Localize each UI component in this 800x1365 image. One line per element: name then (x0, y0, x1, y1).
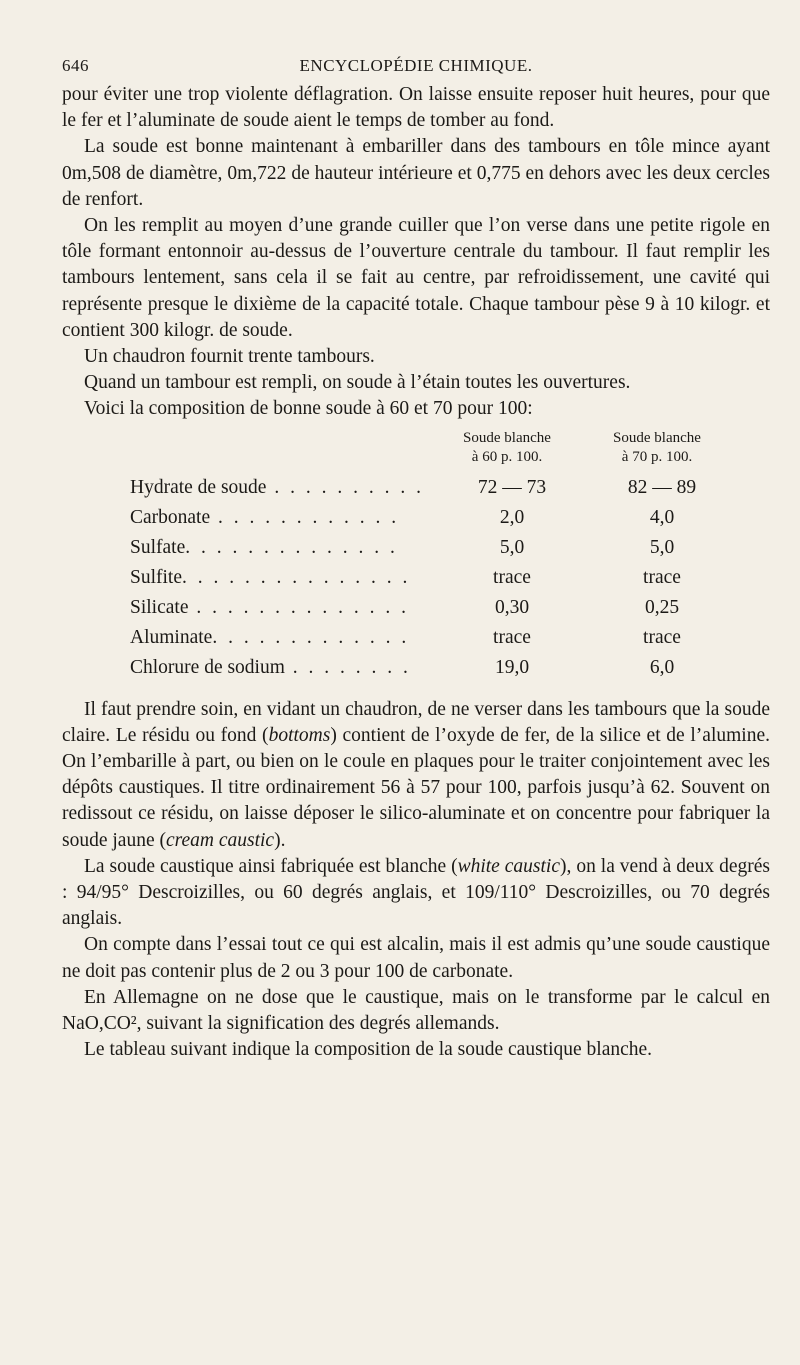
paragraph-soudure: Quand un tambour est rempli, on soude à l’étain toutes les ouvertures. (84, 372, 631, 394)
table-row (62, 535, 770, 561)
table-row (62, 655, 770, 681)
row-leader: . . . . . . . . . . . . . . . (182, 566, 411, 588)
row-leader: . . . . . . . . . . . . . (212, 626, 410, 648)
row-leader: . . . . . . . . (284, 656, 411, 678)
paragraph-chaudron: Un chaudron fournit trente tambours. (84, 346, 375, 368)
column-header-60-line2: à 60 p. 100. (471, 448, 543, 465)
row-value-70: 5,0 (649, 536, 675, 558)
page-number: 646 (62, 56, 89, 75)
column-header-70 (592, 429, 722, 467)
term-bottoms: bottoms (268, 724, 331, 746)
row-value-60: 2,0 (499, 506, 525, 528)
row-value-70: 82 — 89 (627, 476, 697, 498)
paragraph-embariller: La soude est bonne maintenant à embariller dans des tambours en tôle mince ayant 0m,508 de diamètre, 0m,722 de hauteur intérieure et 0,775 en dehors avec les deux cercles de renfort. (62, 136, 770, 210)
row-value-60: 19,0 (494, 656, 530, 678)
row-label: Sulfite (130, 566, 182, 588)
row-label: Hydrate de soude (130, 476, 267, 498)
row-value-70: trace (643, 626, 681, 648)
table-row (62, 565, 770, 591)
row-value-60: 0,30 (494, 596, 530, 618)
row-value-60: 72 — 73 (477, 476, 547, 498)
row-label: Chlorure de sodium (130, 656, 285, 678)
column-header-60-line1: Soude blanche (463, 429, 551, 446)
row-value-70: 6,0 (649, 656, 675, 678)
running-title: ENCYCLOPÉDIE CHIMIQUE. (299, 56, 533, 75)
row-value-60: 5,0 (499, 536, 525, 558)
row-leader: . . . . . . . . . . (266, 476, 424, 498)
row-label: Carbonate (130, 506, 211, 528)
row-value-70: 4,0 (649, 506, 675, 528)
paragraph-bottoms: Il faut prendre soin, en vidant un chaudron, de ne verser dans les tambours que la soude claire. Le résidu ou fond (bottoms) contient de l’oxyde de fer, de la silice et de l’alumine. On l’embarille à part, ou bien on le coule en plaques pour le traiter conjointement avec les dépôts caustiques. Il titre ordinairement 56 à 57 pour 100, parfois jusqu’à 62. Souvent on redissout ce résidu, on laisse déposer le silico-aluminate et on concentre pour fabriquer la soude jaune (cream caustic). (62, 698, 770, 851)
paragraph-allemagne: En Allemagne on ne dose que le caustique, mais on le transforme par le calcul en NaO,CO², suivant la signification des degrés allemands. (62, 986, 770, 1035)
row-label: Sulfate (130, 536, 186, 558)
table-row (62, 625, 770, 651)
row-label: Aluminate (130, 626, 213, 648)
column-header-70-line2: à 70 p. 100. (621, 448, 693, 465)
row-value-60: trace (493, 566, 531, 588)
row-leader: . . . . . . . . . . . . (210, 506, 400, 528)
row-label: Silicate (130, 596, 189, 618)
column-header-70-line1: Soude blanche (613, 429, 701, 446)
paragraph-tableau-suivant: Le tableau suivant indique la composition de la soude caustique blanche. (84, 1039, 653, 1061)
paragraph-remplissage: On les remplit au moyen d’une grande cuiller que l’on verse dans une petite rigole en tôle formant entonnoir au-dessus de l’ouverture centrale du tambour. Il faut remplir les tambours lentement, sans cela il se fait au centre, par refroidissement, une cavité qui représente presque le dixième de la capacité totale. Chaque tambour pèse 9 à 10 kilogr. et contient 300 kilogr. de soude. (62, 215, 770, 341)
page (62, 52, 770, 1063)
term-white-caustic: white caustic (457, 855, 561, 877)
column-header-60 (442, 429, 572, 467)
composition-table (62, 429, 770, 687)
row-value-60: trace (493, 626, 531, 648)
row-value-70: 0,25 (644, 596, 680, 618)
table-row (62, 595, 770, 621)
page-header (62, 52, 770, 82)
table-row (62, 475, 770, 501)
paragraph-essai: On compte dans l’essai tout ce qui est alcalin, mais il est admis qu’une soude caustique ne doit pas contenir plus de 2 ou 3 pour 100 de carbonate. (62, 934, 770, 982)
table-row (62, 505, 770, 531)
paragraph-continuation: pour éviter une trop violente déflagration. On laisse ensuite reposer huit heures, pour que le fer et l’aluminate de soude aient le temps de tomber au fond. (62, 84, 770, 132)
row-leader: . . . . . . . . . . . . . . (185, 536, 398, 558)
paragraph-composition-intro: Voici la composition de bonne soude à 60 et 70 pour 100: (84, 398, 533, 420)
row-leader: . . . . . . . . . . . . . . (188, 596, 409, 618)
term-cream-caustic: cream caustic (165, 829, 275, 851)
row-value-70: trace (643, 566, 681, 588)
paragraph-white-caustic: La soude caustique ainsi fabriquée est blanche (white caustic), on la vend à deux degrés : 94/95° Descroizilles, ou 60 degrés anglais, et 109/110° Descroizilles, ou 70 degrés anglais. (62, 855, 770, 930)
